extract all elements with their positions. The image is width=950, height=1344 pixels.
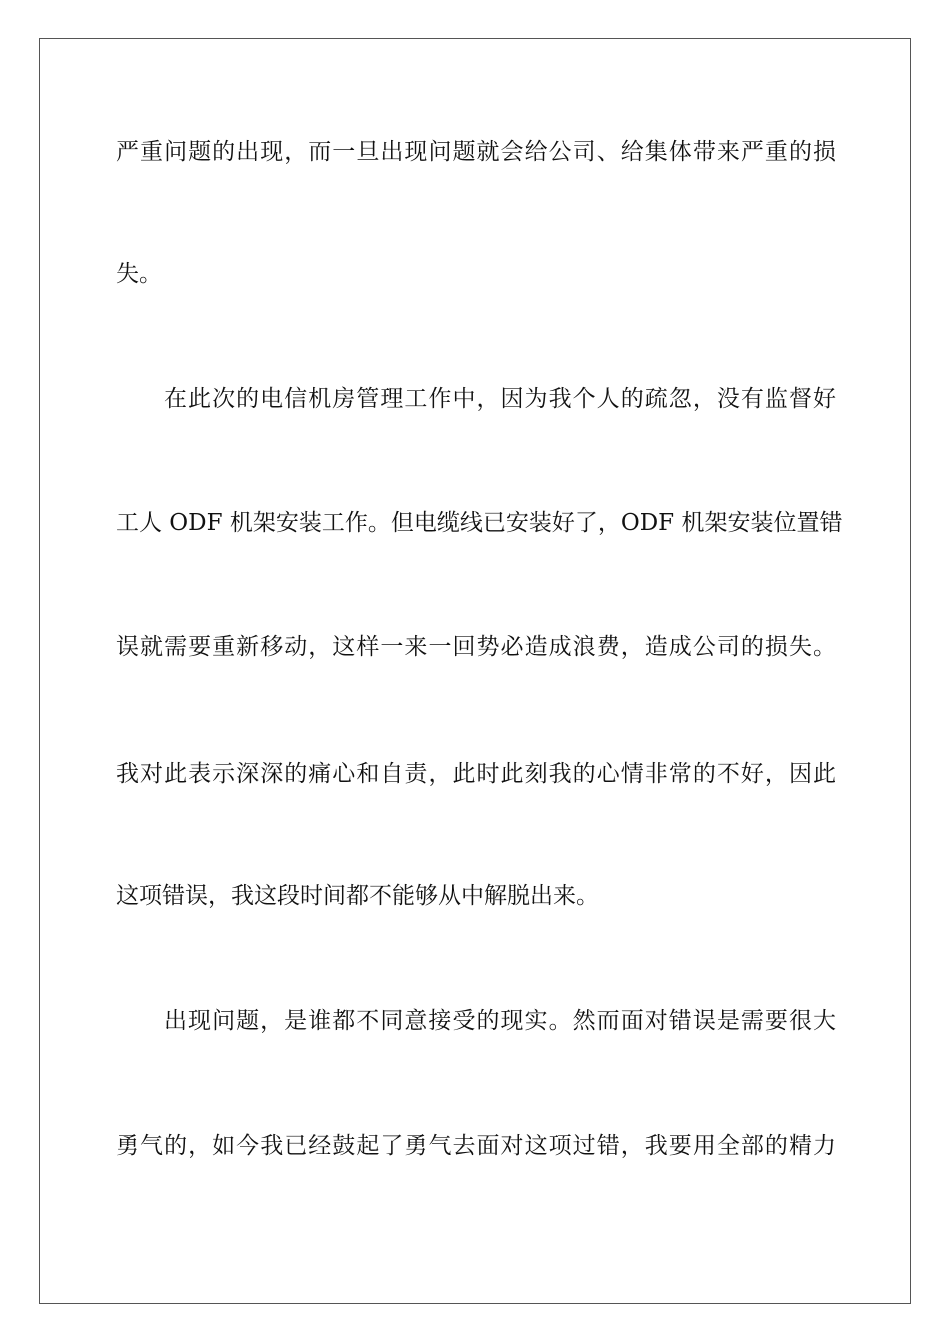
text-line-3: 在此次的电信机房管理工作中，因为我个人的疏忽，没有监督好 — [164, 386, 836, 412]
text-line-5: 误就需要重新移动，这样一来一回势必造成浪费，造成公司的损失。 — [116, 634, 836, 660]
page-frame — [39, 38, 911, 1304]
text-line-2: 失。 — [116, 261, 162, 287]
text-line-1: 严重问题的出现，而一旦出现问题就会给公司、给集体带来严重的损 — [116, 139, 836, 165]
text-line-8: 出现问题，是谁都不同意接受的现实。然而面对错误是需要很大 — [164, 1008, 836, 1034]
text-line-4: 工人 ODF 机架安装工作。但电缆线已安装好了，ODF 机架安装位置错 — [116, 510, 843, 536]
text-line-9: 勇气的，如今我已经鼓起了勇气去面对这项过错，我要用全部的精力 — [116, 1133, 836, 1159]
text-line-7: 这项错误，我这段时间都不能够从中解脱出来。 — [116, 883, 599, 909]
text-line-6: 我对此表示深深的痛心和自责，此时此刻我的心情非常的不好，因此 — [116, 761, 836, 787]
